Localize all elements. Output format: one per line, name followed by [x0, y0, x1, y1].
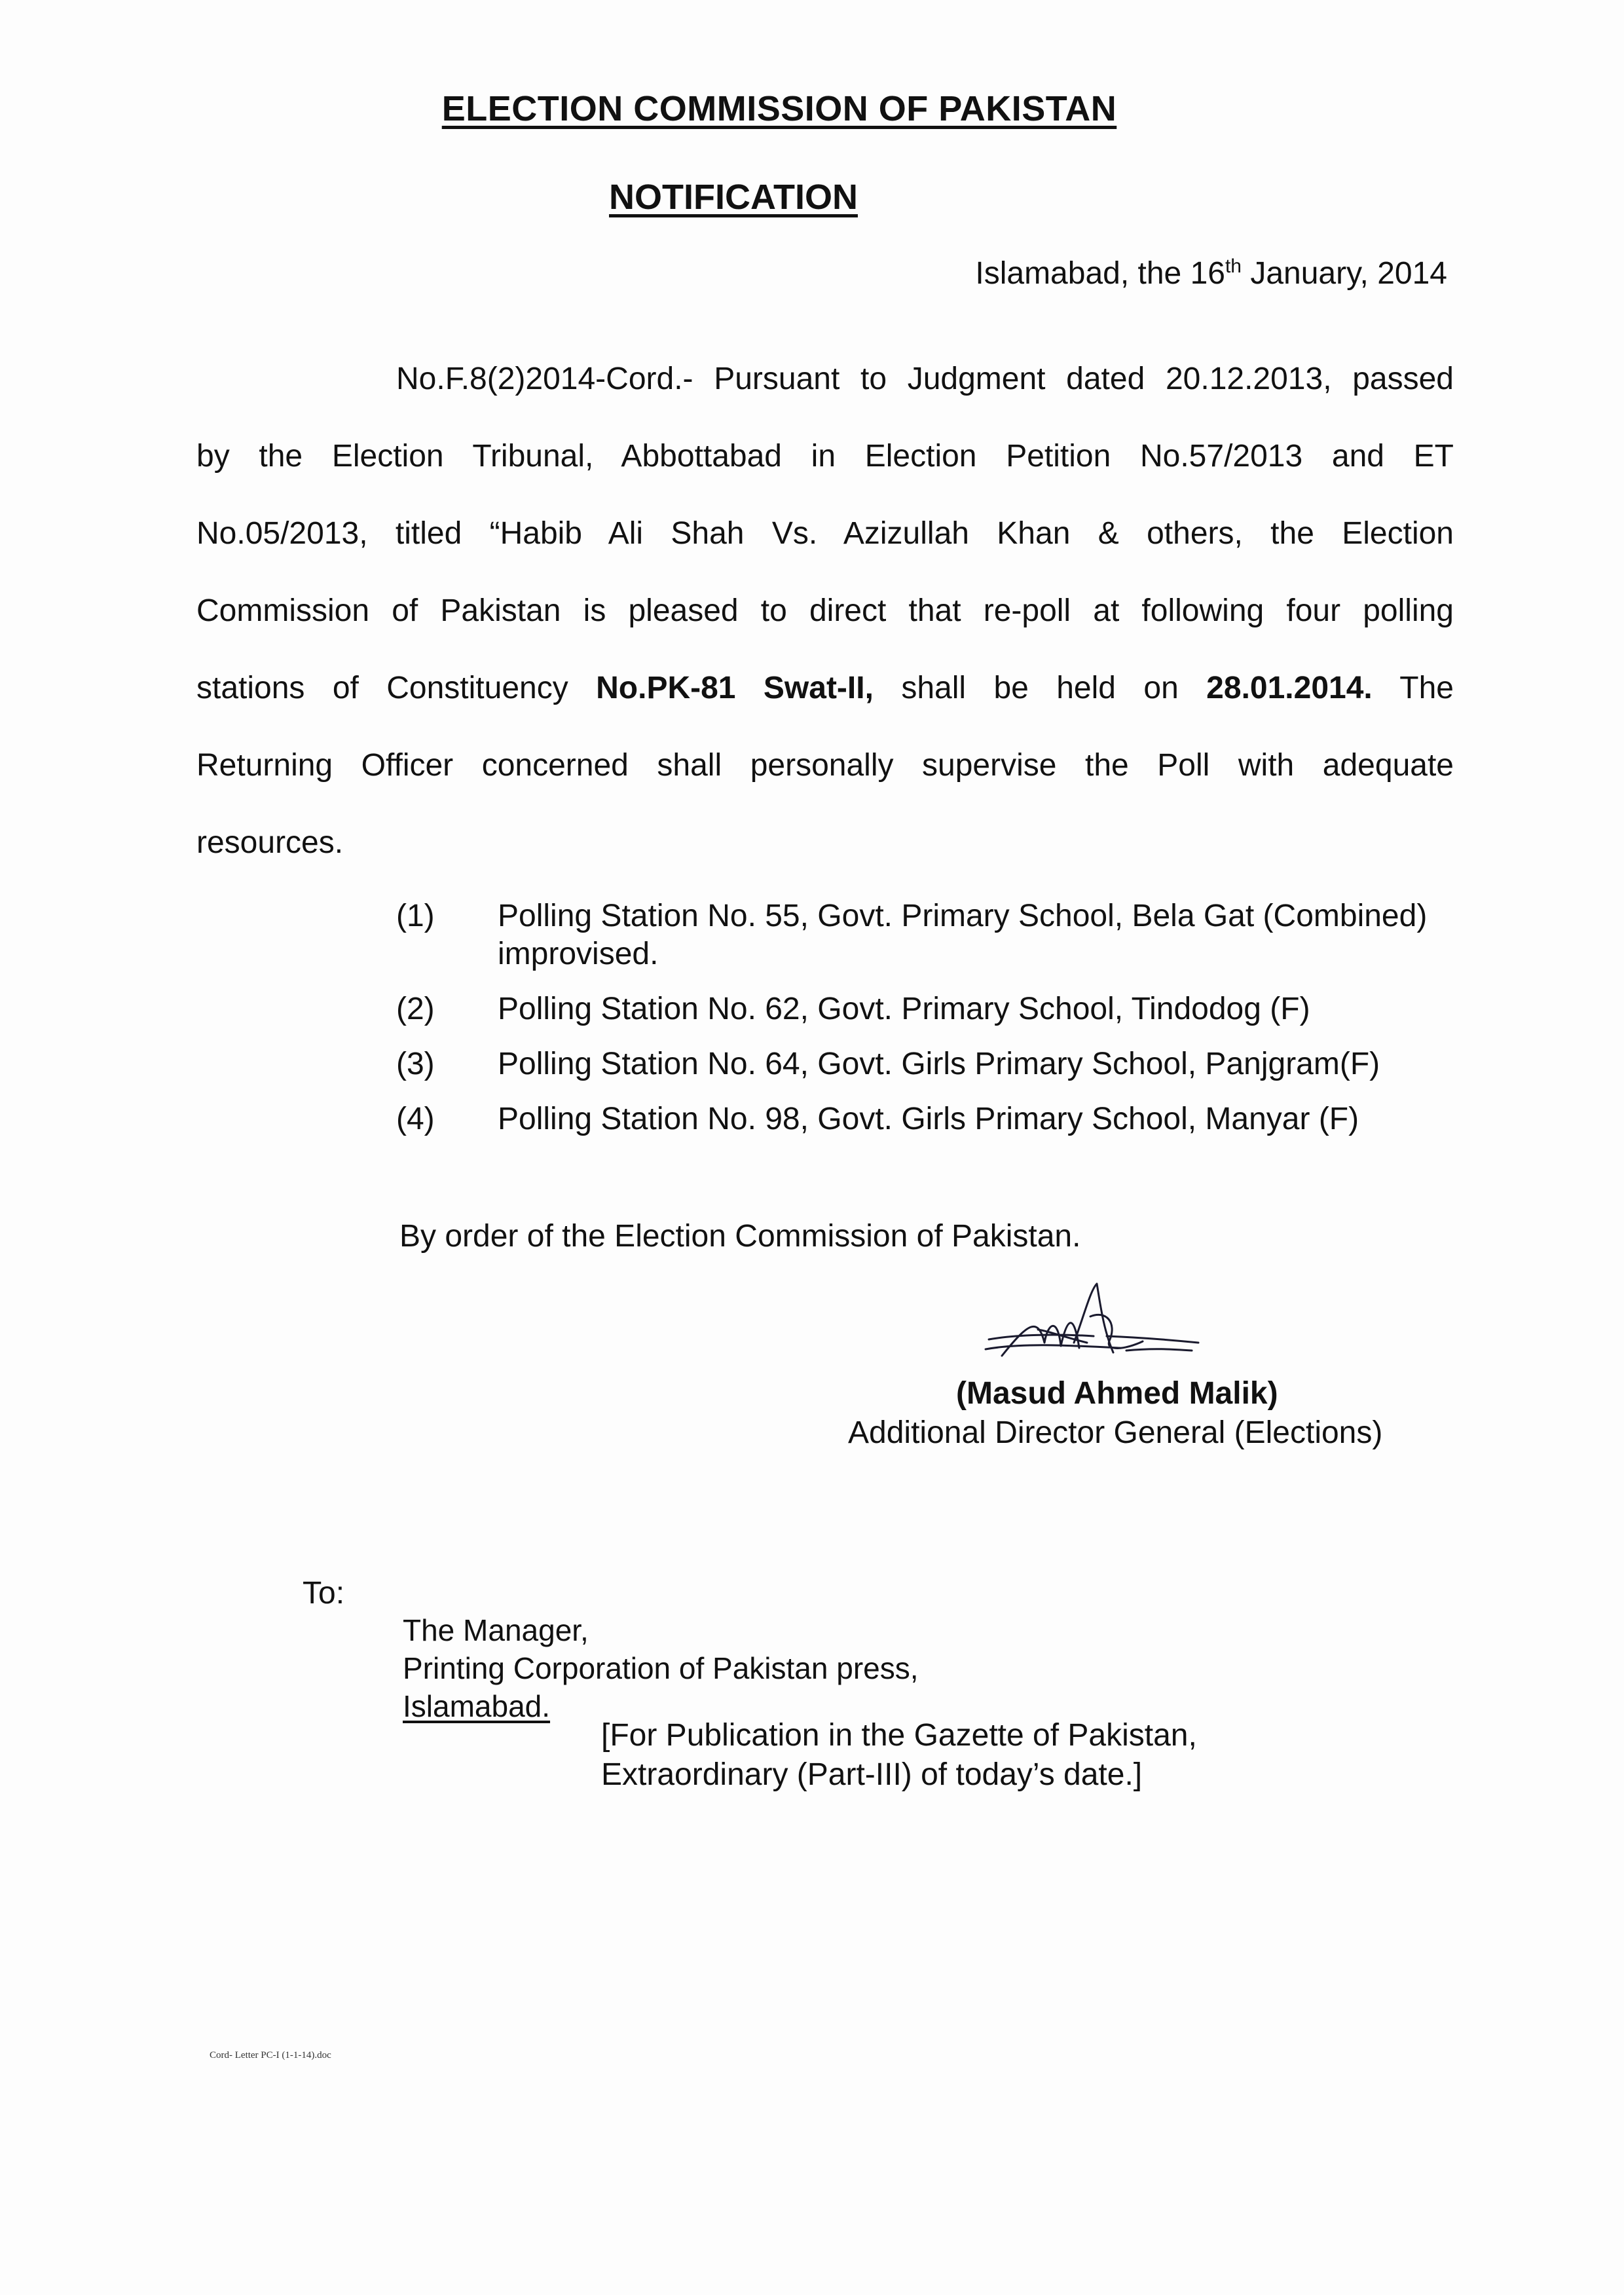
station-number: (1) — [396, 899, 435, 933]
notification-body — [196, 341, 1454, 882]
signer-name: (Masud Ahmed Malik) — [956, 1376, 1278, 1411]
notification-heading: NOTIFICATION — [609, 177, 858, 217]
station-description: Polling Station No. 64, Govt. Girls Primary School, Panjgram(F) — [498, 1047, 1380, 1081]
address-city: Islamabad. — [403, 1689, 551, 1723]
station-description: Polling Station No. 98, Govt. Girls Primary School, Manyar (F) — [498, 1102, 1359, 1136]
recipient-label: To: — [303, 1576, 345, 1611]
constituency-name: No.PK-81 Swat-II, — [596, 671, 874, 705]
date-line — [975, 255, 1447, 291]
body-part2: shall be held on — [873, 671, 1207, 705]
publication-line: Extraordinary (Part-III) of today’s date.] — [601, 1757, 1143, 1792]
station-description: Polling Station No. 62, Govt. Primary School, Tindodog (F) — [498, 992, 1310, 1026]
organization-heading: ELECTION COMMISSION OF PAKISTAN — [441, 89, 1117, 128]
publication-line: [For Publication in the Gazette of Pakistan, — [601, 1718, 1197, 1753]
station-description: Polling Station No. 55, Govt. Primary School, Bela Gat (Combined) improvised. — [498, 899, 1428, 971]
date-rest: January, 2014 — [1242, 256, 1447, 291]
list-item — [396, 1045, 1477, 1083]
signer-title: Additional Director General (Elections) — [848, 1415, 1383, 1450]
signature-image — [976, 1277, 1211, 1375]
list-item — [396, 897, 1477, 973]
list-item — [396, 990, 1477, 1028]
station-number: (3) — [396, 1047, 435, 1081]
date-prefix: Islamabad, the 16 — [975, 256, 1225, 291]
publication-note — [601, 1716, 1197, 1795]
polling-stations-list — [396, 897, 1477, 1155]
address-line: The Manager, — [403, 1613, 589, 1647]
station-number: (4) — [396, 1102, 435, 1136]
recipient-address — [403, 1611, 919, 1725]
body-part3: The Returning Officer concerned shall personally supervise the Poll with adequate resources. — [196, 671, 1454, 860]
poll-date: 28.01.2014. — [1206, 671, 1373, 705]
order-statement: By order of the Election Commission of Pakistan. — [399, 1219, 1081, 1254]
date-ordinal-suffix: th — [1225, 255, 1242, 277]
address-line: Printing Corporation of Pakistan press, — [403, 1651, 919, 1685]
station-number: (2) — [396, 992, 435, 1026]
file-reference: Cord- Letter PC-I (1-1-14).doc — [210, 2050, 331, 2061]
list-item — [396, 1100, 1477, 1138]
body-part1: No.F.8(2)2014-Cord.- Pursuant to Judgment dated 20.12.2013, passed by the Election Tribunal, Abbottabad in Election Petition No.57/2013 and ET No.05/2013, titled “Habib Ali Shah Vs. Azizullah Khan & others, the Election Commission of Pakistan is pleased to direct that re-poll at following four polling stations of Constituency — [196, 362, 1454, 705]
